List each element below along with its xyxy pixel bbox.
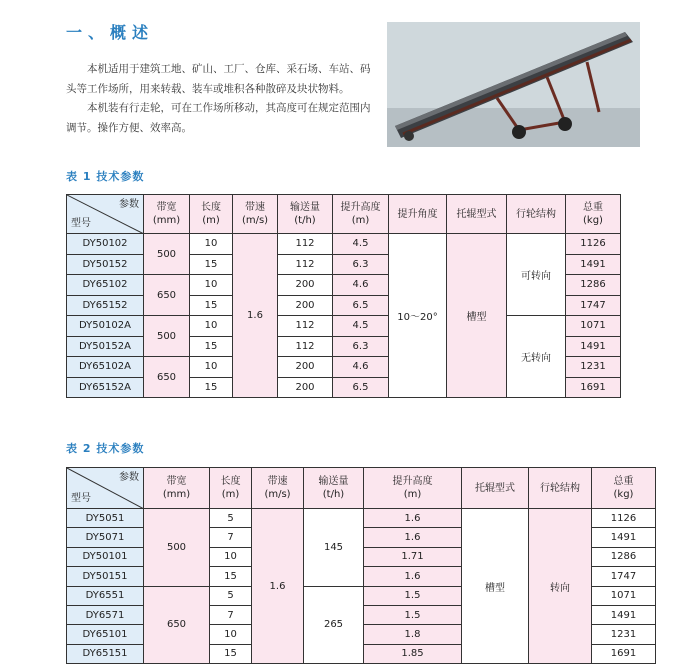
capacity-cell: 200	[278, 295, 333, 316]
header-cell: 提升高度 (m)	[333, 195, 389, 234]
length-cell: 10	[190, 234, 233, 255]
lift-height-cell: 1.8	[364, 625, 462, 644]
table2-caption: 表 2 技术参数	[66, 442, 145, 455]
corner-header	[67, 468, 144, 509]
model-cell: DY50152	[67, 254, 144, 275]
weight-cell: 1126	[592, 509, 656, 528]
table-row	[67, 316, 621, 337]
model-cell: DY50102A	[67, 316, 144, 337]
model-cell: DY65102	[67, 275, 144, 296]
length-cell: 15	[190, 377, 233, 398]
weight-cell: 1491	[566, 254, 621, 275]
length-cell: 10	[190, 316, 233, 337]
capacity-cell: 200	[278, 275, 333, 296]
header-cell: 托辊型式	[462, 468, 529, 509]
model-cell: DY65102A	[67, 357, 144, 378]
model-cell: DY65152A	[67, 377, 144, 398]
lift-height-cell: 4.6	[333, 275, 389, 296]
lift-height-cell: 1.6	[364, 528, 462, 547]
model-cell: DY50152A	[67, 336, 144, 357]
model-cell: DY65152	[67, 295, 144, 316]
header-cell: 总重 (kg)	[592, 468, 656, 509]
weight-cell: 1286	[592, 547, 656, 566]
speed-cell: 1.6	[233, 234, 278, 398]
model-cell: DY65151	[67, 644, 144, 663]
header-cell: 行轮结构	[529, 468, 592, 509]
speed-cell: 1.6	[252, 509, 304, 664]
wheel-cell: 转向	[529, 509, 592, 664]
wheel-cell: 可转向	[507, 234, 566, 316]
conveyor-illustration	[387, 22, 640, 147]
length-cell: 15	[190, 295, 233, 316]
length-cell: 10	[210, 625, 252, 644]
length-cell: 5	[210, 509, 252, 528]
lift-height-cell: 6.3	[333, 336, 389, 357]
weight-cell: 1691	[592, 644, 656, 663]
weight-cell: 1691	[566, 377, 621, 398]
weight-cell: 1286	[566, 275, 621, 296]
corner-header	[67, 195, 144, 234]
tech-params-table-2	[66, 467, 656, 664]
lift-height-cell: 1.71	[364, 547, 462, 566]
roller-type-cell: 槽型	[462, 509, 529, 664]
width-cell: 650	[144, 275, 190, 316]
weight-cell: 1491	[592, 528, 656, 547]
lift-height-cell: 1.5	[364, 605, 462, 624]
corner-bottom: 型号	[71, 493, 91, 504]
length-cell: 10	[190, 275, 233, 296]
weight-cell: 1491	[592, 605, 656, 624]
header-cell: 输送量 (t/h)	[304, 468, 364, 509]
header-cell: 提升高度 (m)	[364, 468, 462, 509]
conveyor-photo	[387, 22, 640, 147]
weight-cell: 1071	[592, 586, 656, 605]
lift-height-cell: 1.6	[364, 567, 462, 586]
weight-cell: 1747	[566, 295, 621, 316]
lift-height-cell: 1.6	[364, 509, 462, 528]
wheel-cell: 无转向	[507, 316, 566, 398]
width-cell: 500	[144, 509, 210, 587]
header-cell: 总重 (kg)	[566, 195, 621, 234]
lift-angle-cell: 10～20°	[389, 234, 447, 398]
length-cell: 7	[210, 605, 252, 624]
capacity-cell: 200	[278, 377, 333, 398]
length-cell: 15	[210, 567, 252, 586]
model-cell: DY50102	[67, 234, 144, 255]
capacity-cell: 112	[278, 316, 333, 337]
table-row	[67, 234, 621, 255]
model-cell: DY5051	[67, 509, 144, 528]
lift-height-cell: 6.5	[333, 377, 389, 398]
model-cell: DY50151	[67, 567, 144, 586]
weight-cell: 1231	[592, 625, 656, 644]
header-cell: 长度 (m)	[210, 468, 252, 509]
model-cell: DY6551	[67, 586, 144, 605]
intro-paragraph-1: 本机适用于建筑工地、矿山、工厂、仓库、采石场、车站、码头等工作场所，用来转载、装车或堆积各种散碎及块状物料。	[66, 63, 371, 95]
intro-paragraph-2: 本机装有行走轮，可在工作场所移动，其高度可在规定范围内调节。操作方便、效率高。	[66, 102, 371, 134]
table1-caption: 表 1 技术参数	[66, 170, 145, 183]
header-cell: 带宽 (mm)	[144, 468, 210, 509]
tech-params-table-1	[66, 194, 621, 398]
header-cell: 提升角度	[389, 195, 447, 234]
length-cell: 7	[210, 528, 252, 547]
length-cell: 15	[190, 254, 233, 275]
weight-cell: 1231	[566, 357, 621, 378]
header-cell: 带速 (m/s)	[233, 195, 278, 234]
length-cell: 10	[210, 547, 252, 566]
weight-cell: 1071	[566, 316, 621, 337]
length-cell: 15	[190, 336, 233, 357]
header-cell: 带宽 (mm)	[144, 195, 190, 234]
weight-cell: 1491	[566, 336, 621, 357]
lift-height-cell: 6.3	[333, 254, 389, 275]
header-cell: 托辊型式	[447, 195, 507, 234]
capacity-cell: 112	[278, 336, 333, 357]
table-row	[67, 509, 656, 528]
lift-height-cell: 4.5	[333, 316, 389, 337]
capacity-cell: 200	[278, 357, 333, 378]
lift-height-cell: 4.5	[333, 234, 389, 255]
section-heading: 一、概述	[66, 23, 155, 42]
width-cell: 650	[144, 357, 190, 398]
corner-top: 参数	[119, 199, 139, 210]
roller-type-cell: 槽型	[447, 234, 507, 398]
header-cell: 行轮结构	[507, 195, 566, 234]
model-cell: DY6571	[67, 605, 144, 624]
length-cell: 10	[190, 357, 233, 378]
weight-cell: 1126	[566, 234, 621, 255]
capacity-cell: 145	[304, 509, 364, 587]
length-cell: 15	[210, 644, 252, 663]
width-cell: 650	[144, 586, 210, 664]
header-cell: 输送量 (t/h)	[278, 195, 333, 234]
model-cell: DY50101	[67, 547, 144, 566]
lift-height-cell: 4.6	[333, 357, 389, 378]
lift-height-cell: 1.85	[364, 644, 462, 663]
corner-top: 参数	[119, 472, 139, 483]
capacity-cell: 265	[304, 586, 364, 664]
weight-cell: 1747	[592, 567, 656, 586]
header-cell: 带速 (m/s)	[252, 468, 304, 509]
width-cell: 500	[144, 316, 190, 357]
lift-height-cell: 6.5	[333, 295, 389, 316]
width-cell: 500	[144, 234, 190, 275]
corner-bottom: 型号	[71, 218, 91, 229]
capacity-cell: 112	[278, 254, 333, 275]
model-cell: DY5071	[67, 528, 144, 547]
lift-height-cell: 1.5	[364, 586, 462, 605]
length-cell: 5	[210, 586, 252, 605]
header-cell: 长度 (m)	[190, 195, 233, 234]
model-cell: DY65101	[67, 625, 144, 644]
capacity-cell: 112	[278, 234, 333, 255]
